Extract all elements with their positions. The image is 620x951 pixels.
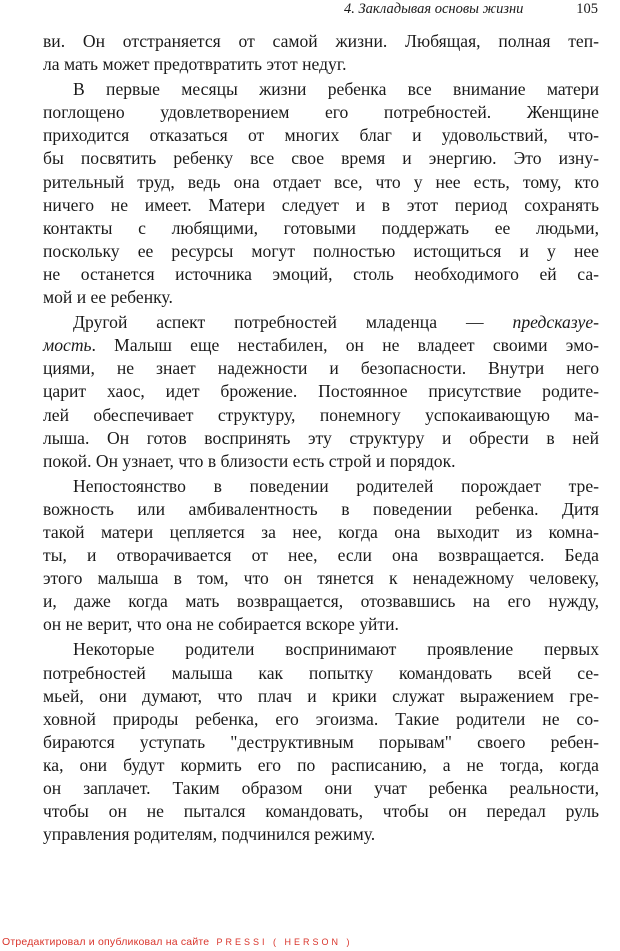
paragraph [43,311,599,473]
text-line: В первые месяцы жизни ребенка все внимание матери [73,79,599,100]
text-line: мьей, они думают, что плач и крики служат выражением гре- [43,685,599,706]
text-line: он не верит, что она не собирается вскоре уйти. [43,614,399,635]
text-line: чтобы он не пытался командовать, чтобы он передал руль [43,801,599,822]
paragraph [43,638,599,846]
body-text [43,30,599,846]
running-header [344,0,598,26]
text-line: ви. Он отстраняется от самой жизни. Любящая, полная теп- [43,31,599,51]
paragraph [43,475,599,637]
text-line: он заплачет. Таким образом они учат ребенка реальности, [43,778,599,798]
text-line: и, даже когда мать возвращается, отозвавшись на его нужду, [43,591,599,612]
text-line: управления родителям, подчинился режиму. [43,824,376,845]
text-line: рительный труд, ведь она отдает все, что у нее есть, тому, кто [43,171,599,192]
text-line: поглощено удовлетворением его потребностей. Женщине [43,102,599,123]
text-line: Другой аспект потребностей младенца — предсказуе- [73,312,599,333]
text-line: лыша. Он готов воспринять эту структуру и обрести в ней [43,427,599,448]
text-line: бираются уступать "деструктивным порывам" своего ребен- [43,731,599,752]
text-line: мой и ее ребенку. [43,287,173,308]
text-line: ты, и отворачивается от нее, если она возвращается. Беда [43,545,599,566]
text-line: мость. Малыш еще нестабилен, он не владеет своими эмо- [43,335,599,356]
publisher-footer [2,936,353,948]
text-line: ка, они будут кормить его по расписанию, а не тогда, когда [43,754,599,775]
text-line: поскольку ее ресурсы могут полностью истощиться и у нее [43,240,599,261]
text-line: Некоторые родители воспринимают проявление первых [73,639,599,660]
text-line: приходится отказаться от многих благ и удовольствий, что- [43,125,599,146]
page-number: 105 [576,1,598,17]
footer-brand: PRESSI ( HERSON ) [216,937,353,947]
text-line: потребностей малыша как попытку командовать всей се- [43,662,599,683]
text-line: не останется источника эмоций, столь необходимого ей са- [43,263,599,284]
text-line: ничего не имеет. Матери следует и в этот период сохранять [43,194,599,215]
text-line: этого малыша в том, что он тянется к ненадежному человеку, [43,568,599,589]
text-line: покой. Он узнает, что в близости есть строй и порядок. [43,450,456,471]
text-line: бы посвятить ребенку все свое время и энергию. Это изну- [43,148,599,169]
paragraph [43,78,599,309]
paragraph [43,30,599,76]
footer-text: Отредактировал и опубликовал на сайте [2,936,210,948]
text-line: лей обеспечивает структуру, понемногу успокаивающую ма- [43,404,599,425]
text-line: Непостоянство в поведении родителей порождает тре- [73,475,599,496]
text-line: ла мать может предотвратить этот недуг. [43,54,347,75]
text-line: контакты с любящими, готовыми поддержать ее людьми, [43,217,599,238]
text-line: царит хаос, идет брожение. Постоянное присутствие родите- [43,381,599,402]
text-line: ховной природы ребенка, его эгоизма. Такие родители не со- [43,708,599,729]
text-line: вожность или амбивалентность в поведении ребенка. Дитя [43,498,599,519]
text-line: циями, не знает надежности и безопасности. Внутри него [43,358,599,379]
text-line: такой матери цепляется за нее, когда она выходит из комна- [43,521,599,542]
chapter-title: 4. Закладывая основы жизни [344,1,524,17]
